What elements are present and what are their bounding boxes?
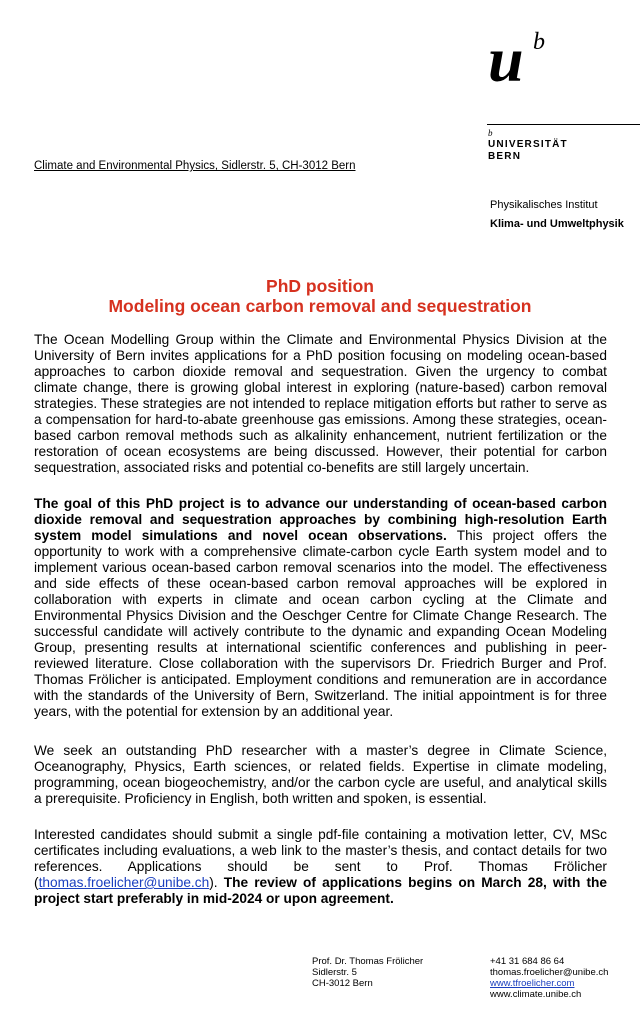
application-text: Interested candidates should submit a single pdf-file containing a motivation letter, CV, MSc certificates including evaluations, a web link to the master’s thesis, and contact details for two references. Applications should be sent to Prof. Thomas Frölicher ( xyxy=(34,827,607,890)
footer-city: CH-3012 Bern xyxy=(312,978,373,989)
goal-paragraph-bold: The goal of this PhD project is to advance our understanding of ocean-based carbon dioxide removal and sequestration approaches by combining high-resolution Earth system model simulations and novel ocean observations. xyxy=(34,496,607,543)
university-logo-u: u xyxy=(488,24,524,95)
institute-division: Klima- und Umweltphysik xyxy=(490,218,624,230)
page-title xyxy=(0,276,640,316)
footer-phone: +41 31 684 86 64 xyxy=(490,956,565,967)
application-text-after: ). xyxy=(209,875,224,890)
goal-paragraph xyxy=(34,496,607,720)
title-line1: PhD position xyxy=(266,276,374,296)
footer-name: Prof. Dr. Thomas Frölicher xyxy=(312,956,424,967)
university-name-line1: UNIVERSITÄT xyxy=(488,139,568,150)
footer-email[interactable]: thomas.froelicher@unibe.ch xyxy=(490,967,609,978)
university-small-b: b xyxy=(488,128,493,138)
institute-name: Physikalisches Institut xyxy=(490,199,598,211)
university-name-line2: BERN xyxy=(488,151,522,162)
footer-website-climate[interactable]: www.climate.unibe.ch xyxy=(490,989,582,1000)
requirements-paragraph: We seek an outstanding PhD researcher with a master’s degree in Climate Science, Oceanography, Physics, Earth sciences, or related fields. Expertise in climate modeling, programming, ocean biogeochemistry, and/or the carbon cycle are useful, and analytical skills a prerequisite. Proficiency in English, both written and spoken, is essential. xyxy=(34,743,607,806)
goal-paragraph-rest: This project offers the opportunity to work with a comprehensive climate-carbon cycle Earth system model and to implement various ocean-based carbon removal scenarios into the model. The effectiveness and side effects of these ocean-based carbon removal approaches will be explored in collaboration with experts in climate and ocean carbon cycling at the Climate and Environmental Physics Division and the Oeschger Centre for Climate Change Research. The successful candidate will actively contribute to the dynamic and expanding Ocean Modeling Group, presenting results at international scientific conferences and publishing in peer-reviewed literature. Close collaboration with the supervisors Dr. Friedrich Burger and Prof. Thomas Frölicher is anticipated. Employment conditions and remuneration are in accordance with the standards of the University of Bern, Switzerland. The initial appointment is for three years, with the potential for extension by an additional year. xyxy=(34,528,607,719)
application-email-link[interactable]: thomas.froelicher@unibe.ch xyxy=(38,875,210,890)
footer-street: Sidlerstr. 5 xyxy=(312,967,357,978)
sender-address: Climate and Environmental Physics, Sidlerstr. 5, CH-3012 Bern xyxy=(34,160,356,172)
logo-divider xyxy=(487,124,640,125)
university-logo-b: b xyxy=(533,29,545,55)
intro-paragraph: The Ocean Modelling Group within the Climate and Environmental Physics Division at the University of Bern invites applications for a PhD position focusing on modeling ocean-based approaches to carbon dioxide removal and sequestration. Given the urgency to combat climate change, there is growing global interest in exploring (nature-based) carbon removal strategies. These strategies are not intended to replace mitigation efforts but rather to serve as a compensation for hard-to-abate greenhouse gas emissions. Among these strategies, ocean-based carbon removal methods such as alkalinity enhancement, nutrient fertilization or the restoration of ocean ecosystems are being discussed. However, their potential for carbon sequestration, associated risks and potential co-benefits are still largely uncertain. xyxy=(34,332,607,475)
title-line2: Modeling ocean carbon removal and sequestration xyxy=(108,296,532,316)
application-deadline-bold: The review of applications begins on March 28, with the project start preferably in mid-2024 or upon agreement. xyxy=(34,875,607,906)
application-paragraph xyxy=(34,827,607,907)
footer-website-link[interactable]: www.tfroelicher.com xyxy=(490,978,575,989)
